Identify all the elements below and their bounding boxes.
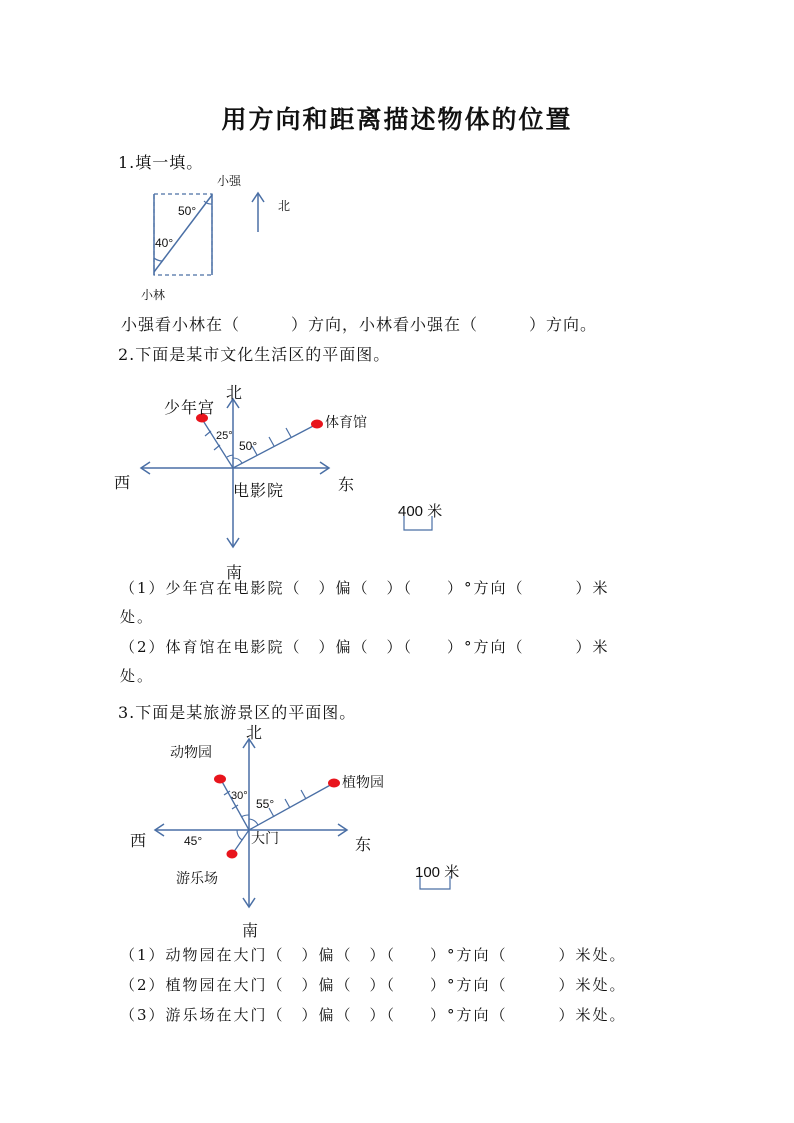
q2-item-2-cont: 处。 — [120, 667, 155, 685]
q3-scale-label: 100 米 — [415, 864, 460, 881]
q3-item-1: （1）动物园在大门（ ）偏（ ）（ ）°方向（ ）米处。 — [120, 946, 627, 964]
q3-item-3: （3）游乐场在大门（ ）偏（ ）（ ）°方向（ ）米处。 — [120, 1006, 627, 1024]
q1-angle-top: 50° — [178, 204, 197, 218]
q1-label-xiaolin: 小林 — [141, 288, 166, 302]
q3-item-2: （2）植物园在大门（ ）偏（ ）（ ）°方向（ ）米处。 — [120, 976, 627, 994]
q3-heading: 3.下面是某旅游景区的平面图。 — [118, 703, 357, 722]
q2-east: 东 — [338, 475, 356, 494]
q3-angle-arc-3 — [237, 830, 242, 840]
q3-place-playground: 游乐场 — [176, 870, 218, 886]
q1-sentence: 小强看小林在（ ）方向，小林看小强在（ ）方向。 — [121, 315, 598, 334]
q3-tick — [285, 799, 290, 808]
q3-angle-3: 45° — [184, 834, 203, 848]
q3-west: 西 — [130, 831, 148, 850]
page-title: 用方向和距离描述物体的位置 — [221, 105, 573, 134]
q1-label-north: 北 — [278, 199, 291, 213]
q2-angle-1: 25° — [216, 430, 233, 442]
q2-place-cinema: 电影院 — [233, 481, 285, 500]
q3-north: 北 — [246, 723, 264, 742]
q3-tick — [301, 790, 306, 799]
q2-place-palace: 少年宫 — [164, 398, 216, 417]
q3-place-gate: 大门 — [251, 830, 279, 846]
q1-angle-bottom: 40° — [155, 236, 174, 250]
q3-angle-arc-2 — [249, 819, 258, 825]
q1-heading: 1.填一填。 — [118, 153, 204, 172]
q3-south: 南 — [242, 921, 260, 940]
q2-angle-2: 50° — [239, 439, 258, 453]
q3-angle-arc-1 — [241, 815, 249, 817]
q3-ray-playground — [233, 830, 249, 853]
q3-ray-zoo — [220, 778, 249, 830]
q2-place-gym: 体育馆 — [325, 414, 367, 430]
q3-marker-playground — [227, 850, 238, 859]
q2-west: 西 — [114, 473, 132, 492]
q3-angle-1: 30° — [231, 790, 248, 802]
q2-south: 南 — [226, 563, 244, 582]
q2-item-1: （1）少年宫在电影院（ ）偏（ ）（ ）°方向（ ）米 — [120, 579, 610, 597]
q1-label-xiaoqiang: 小强 — [217, 174, 242, 188]
q2-item-1-cont: 处。 — [120, 608, 155, 626]
q2-north: 北 — [226, 383, 244, 402]
q3-place-botanic: 植物园 — [342, 774, 384, 790]
q3-place-zoo: 动物园 — [170, 744, 212, 760]
q3-east: 东 — [355, 835, 373, 854]
q2-item-2: （2）体育馆在电影院（ ）偏（ ）（ ）°方向（ ）米 — [120, 638, 610, 656]
q3-angle-2: 55° — [256, 797, 275, 811]
q3-marker-zoo — [214, 775, 226, 784]
q2-heading: 2.下面是某市文化生活区的平面图。 — [118, 345, 391, 364]
q3-marker-botanic — [328, 779, 340, 788]
q2-scale-label: 400 米 — [398, 503, 443, 520]
